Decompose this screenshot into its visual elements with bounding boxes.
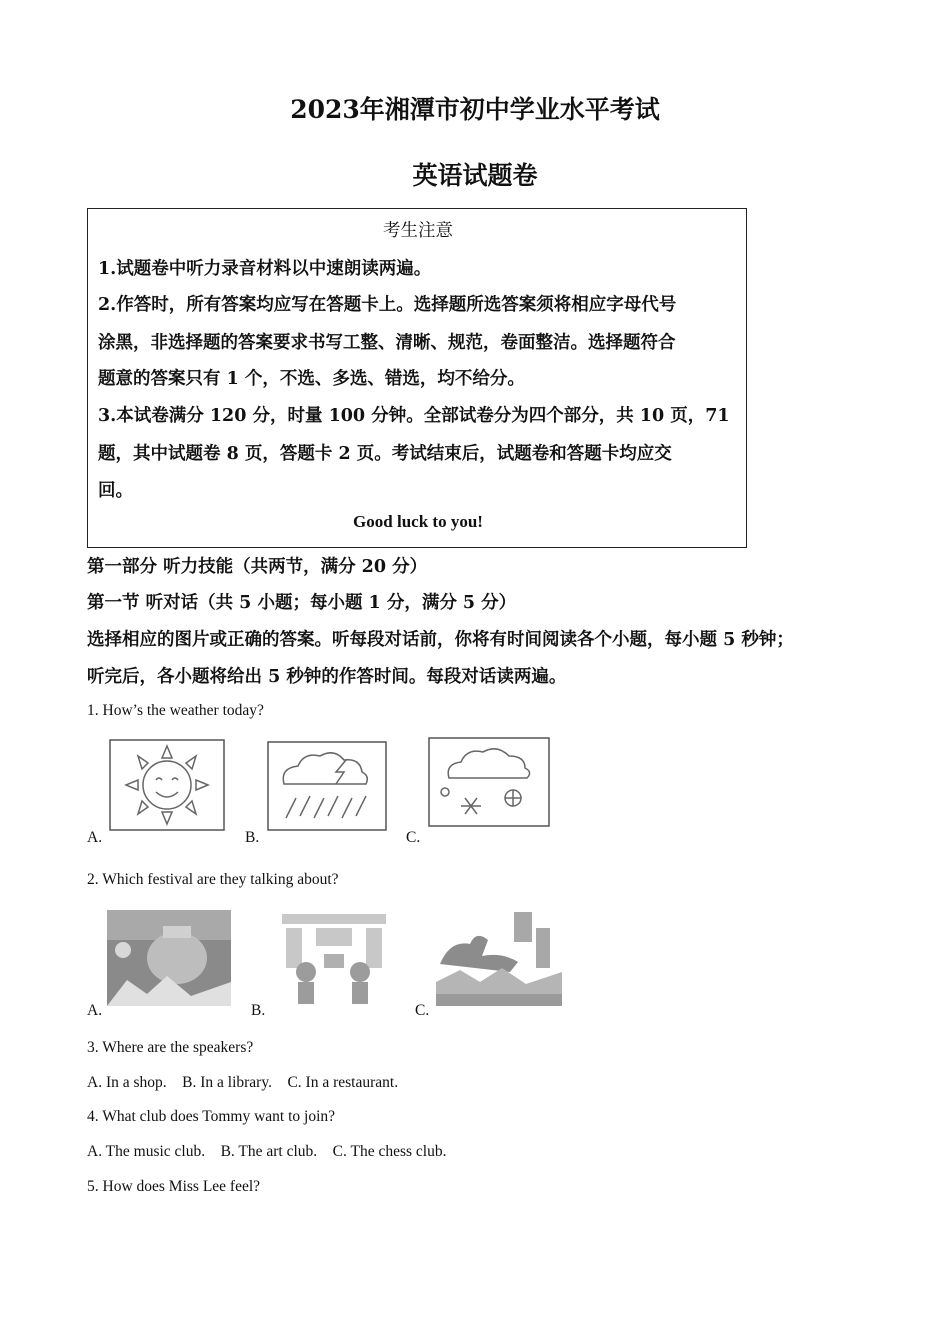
question-3-options: A. In a shop. B. In a library. C. In a restaurant. — [87, 1074, 399, 1091]
part-heading: 第一部分 听力技能（共两节，满分 20 分） — [87, 557, 428, 577]
rain-cloud-icon — [266, 740, 388, 832]
notice-line-7: 回。 — [98, 481, 133, 501]
instructions-line-1: 选择相应的图片或正确的答案。听每段对话前，你将有时间阅读各个小题，每小题 5 秒钟； — [87, 630, 794, 650]
question-4-text: 4. What club does Tommy want to join? — [87, 1108, 336, 1125]
question-2-text: 2. Which festival are they talking about? — [87, 871, 339, 888]
notice-closing: Good luck to you! — [353, 512, 483, 531]
festival-couplet-image — [276, 910, 392, 1008]
notice-line-3: 涂黑，非选择题的答案要求书写工整、清晰、规范，卷面整洁。选择题符合 — [98, 333, 676, 353]
notice-line-6: 题，其中试题卷 8 页，答题卡 2 页。考试结束后，试题卷和答题卡均应交 — [98, 444, 672, 464]
notice-line-5: 3.本试卷满分 120 分，时量 100 分钟。全部试卷分为四个部分，共 10 页，71 — [98, 406, 730, 426]
festival-lantern-image — [107, 910, 231, 1006]
q2-option-b: B. — [251, 1002, 266, 1019]
question-5-text: 5. How does Miss Lee feel? — [87, 1178, 261, 1195]
notice-line-2: 2.作答时，所有答案均应写在答题卡上。选择题所选答案须将相应字母代号 — [98, 295, 677, 315]
q1-option-b: B. — [245, 829, 260, 846]
q2-option-a: A. — [87, 1002, 103, 1019]
question-1-text: 1. How’s the weather today? — [87, 702, 264, 719]
dragon-boat-image — [436, 908, 562, 1006]
q2-option-c: C. — [415, 1002, 430, 1019]
question-4-options: A. The music club. B. The art club. C. The chess club. — [87, 1143, 447, 1160]
notice-line-1: 1.试题卷中听力录音材料以中速朗读两遍。 — [98, 259, 432, 279]
instructions-line-2: 听完后，各小题将给出 5 秒钟的作答时间。每段对话读两遍。 — [87, 667, 567, 687]
notice-heading: 考生注意 — [383, 221, 453, 241]
exam-subtitle: 英语试题卷 — [412, 161, 538, 190]
sun-icon — [108, 738, 226, 832]
subsection-heading: 第一节 听对话（共 5 小题；每小题 1 分，满分 5 分） — [87, 593, 517, 613]
q1-option-a: A. — [87, 829, 103, 846]
q1-option-c: C. — [406, 829, 421, 846]
notice-box — [87, 208, 747, 548]
question-3-text: 3. Where are the speakers? — [87, 1039, 254, 1056]
snow-cloud-icon — [427, 736, 551, 828]
exam-title: 2023年湘潭市初中学业水平考试 — [290, 95, 660, 124]
notice-line-4: 题意的答案只有 1 个，不选、多选、错选，均不给分。 — [98, 369, 525, 389]
